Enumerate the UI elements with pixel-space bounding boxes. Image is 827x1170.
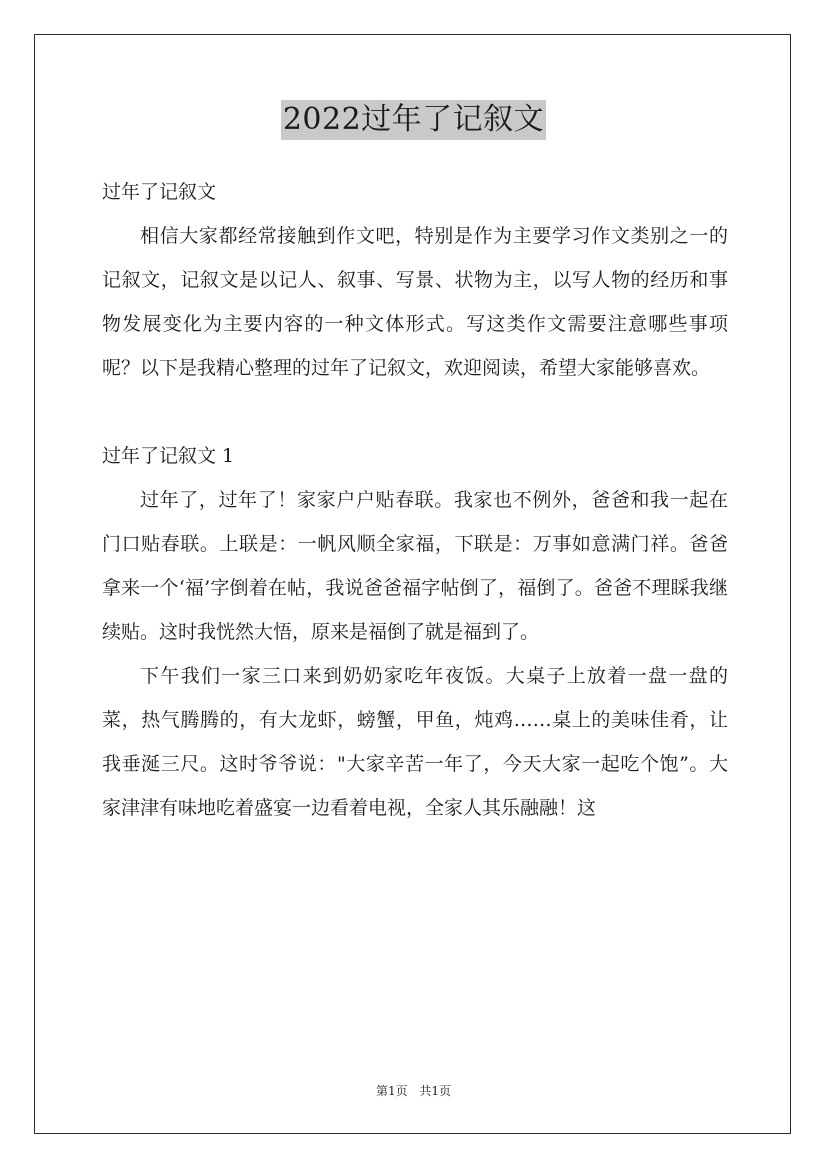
section-heading: 过年了记叙文 1 [102, 445, 235, 467]
page-total: 共1页 [419, 1084, 452, 1098]
subtitle: 过年了记叙文 [102, 181, 217, 203]
intro-paragraph: 相信大家都经常接触到作文吧，特别是作为主要学习作文类别之一的记叙文，记叙文是以记人、叙事、写景、状物为主，以写人物的经历和事物发展变化为主要内容的一种文体形式。写这类作文需要注意哪些事项呢？以下是我精心整理的过年了记叙文，欢迎阅读，希望大家能够喜欢。 [102, 225, 728, 379]
body-paragraph: 过年了，过年了！家家户户贴春联。我家也不例外，爸爸和我一起在门口贴春联。上联是：一帆风顺全家福，下联是：万事如意满门祥。爸爸拿来一个‘福’字倒着在帖，我说爸爸福字帖倒了，福倒了。爸爸不理睬我继续贴。这时我恍然大悟，原来是福倒了就是福到了。 [102, 489, 728, 643]
document-title: 2022过年了记叙文 [281, 100, 546, 140]
section-spacer [102, 390, 728, 434]
document-body [102, 170, 728, 830]
title-container [0, 100, 827, 140]
page-footer [0, 1082, 827, 1099]
body-paragraph: 下午我们一家三口来到奶奶家吃年夜饭。大桌子上放着一盘一盘的菜，热气腾腾的，有大龙虾，螃蟹，甲鱼，炖鸡……桌上的美味佳肴，让我垂涎三尺。这时爷爷说："大家辛苦一年了，今天大家一起吃个饱”。大家津津有味地吃着盛宴一边看着电视，全家人其乐融融！这 [102, 665, 728, 819]
page-number: 第1页 [375, 1084, 408, 1098]
